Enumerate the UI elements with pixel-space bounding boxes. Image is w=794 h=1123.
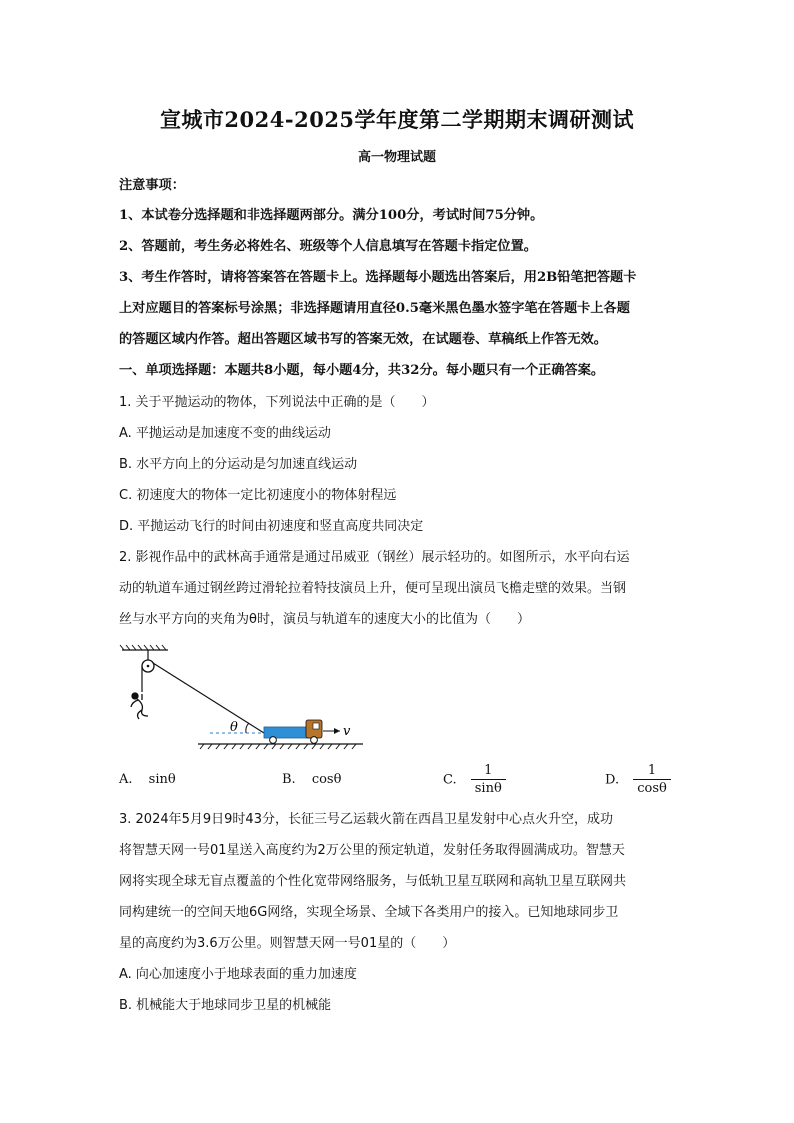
notice-item-3-cont-2: 的答题区域内作答。超出答题区域书写的答案无效，在试题卷、草稿纸上作答无效。 (119, 332, 607, 347)
notice-item-1: 1、本试卷分选择题和非选择题两部分。满分100分，考试时间75分钟。 (119, 208, 544, 223)
theta-label: θ (230, 720, 238, 735)
q2-option-d-fraction (633, 763, 671, 797)
q2-option-c-fraction (471, 763, 506, 797)
q1-option-b: B. 水平方向上的分运动是匀加速直线运动 (119, 457, 358, 472)
notice-item-2: 2、答题前，考生务必将姓名、班级等个人信息填写在答题卡指定位置。 (119, 239, 537, 254)
q2-option-b (282, 772, 341, 787)
q2-option-a-letter: A. (119, 772, 133, 787)
q3-option-a: A. 向心加速度小于地球表面的重力加速度 (119, 967, 357, 982)
q2-option-c (443, 763, 506, 797)
velocity-arrow (323, 728, 340, 734)
performer-figure (131, 693, 148, 719)
q2-option-d (605, 763, 671, 797)
q2-option-d-letter: D. (605, 772, 620, 788)
q2-figure (118, 644, 368, 754)
ground (198, 744, 363, 749)
q1-option-d: D. 平抛运动飞行的时间由初速度和竖直高度共同决定 (119, 519, 424, 534)
q2-option-a (119, 772, 176, 787)
q2-stem-line-1: 2. 影视作品中的武林高手通常是通过吊威亚（钢丝）展示轻功的。如图所示，水平向右运 (119, 550, 630, 565)
q2-option-b-letter: B. (282, 772, 296, 787)
q2-option-c-letter: C. (443, 772, 457, 788)
q3-stem-line-4: 同构建统一的空间天地6G网络，实现全场景、全域下各类用户的接入。已知地球同步卫 (119, 905, 619, 920)
notice-heading: 注意事项： (119, 178, 185, 193)
angle-arc (246, 723, 249, 733)
q3-stem-line-1: 3. 2024年5月9日9时43分，长征三号乙运载火箭在西昌卫星发射中心点火升空，成功 (119, 812, 613, 827)
notice-item-3-cont-1: 上对应题目的答案标号涂黑；非选择题请用直径0.5毫米黑色墨水签字笔在答题卡上各题 (119, 301, 630, 316)
page-subtitle: 高一物理试题 (357, 150, 436, 165)
q1-option-a: A. 平抛运动是加速度不变的曲线运动 (119, 426, 331, 441)
q2-option-d-numerator: 1 (647, 763, 657, 778)
q2-stem-line-3: 丝与水平方向的夹角为θ时，演员与轨道车的速度大小的比值为（ ） (119, 612, 530, 627)
q2-option-d-denominator: cosθ (633, 779, 671, 797)
q1-stem: 1. 关于平抛运动的物体，下列说法中正确的是（ ） (119, 395, 435, 410)
q2-option-c-denominator: sinθ (471, 779, 506, 797)
q3-option-b: B. 机械能大于地球同步卫星的机械能 (119, 998, 332, 1013)
q3-stem-line-5: 星的高度约为3.6万公里。则智慧天网一号01星的（ ） (119, 936, 456, 951)
q2-option-a-text: sinθ (148, 772, 176, 787)
q3-stem-line-3: 网将实现全球无盲点覆盖的个性化宽带网络服务，与低轨卫星互联网和高轨卫星互联网共 (119, 874, 627, 889)
q2-option-c-numerator: 1 (484, 763, 493, 778)
q1-option-c: C. 初速度大的物体一定比初速度小的物体射程远 (119, 488, 397, 503)
q3-stem-line-2: 将智慧天网一号01星送入高度约为2万公里的预定轨道，发射任务取得圆满成功。智慧天 (119, 843, 625, 858)
q2-stem-line-2: 动的轨道车通过钢丝跨过滑轮拉着特技演员上升，便可呈现出演员飞檐走壁的效果。当钢 (119, 581, 627, 596)
ceiling (120, 645, 168, 650)
velocity-label: v (343, 724, 351, 739)
q2-option-b-text: cosθ (311, 772, 342, 787)
notice-item-3: 3、考生作答时，请将答案答在答题卡上。选择题每小题选出答案后，用2B铅笔把答题卡 (119, 270, 637, 285)
section-heading: 一、单项选择题：本题共8小题，每小题4分，共32分。每小题只有一个正确答案。 (119, 363, 605, 378)
rope-to-car (153, 663, 264, 733)
track-car (264, 720, 322, 743)
page-title: 宣城市2024-2025学年度第二学期期末调研测试 (159, 107, 635, 132)
pulley (142, 650, 154, 672)
